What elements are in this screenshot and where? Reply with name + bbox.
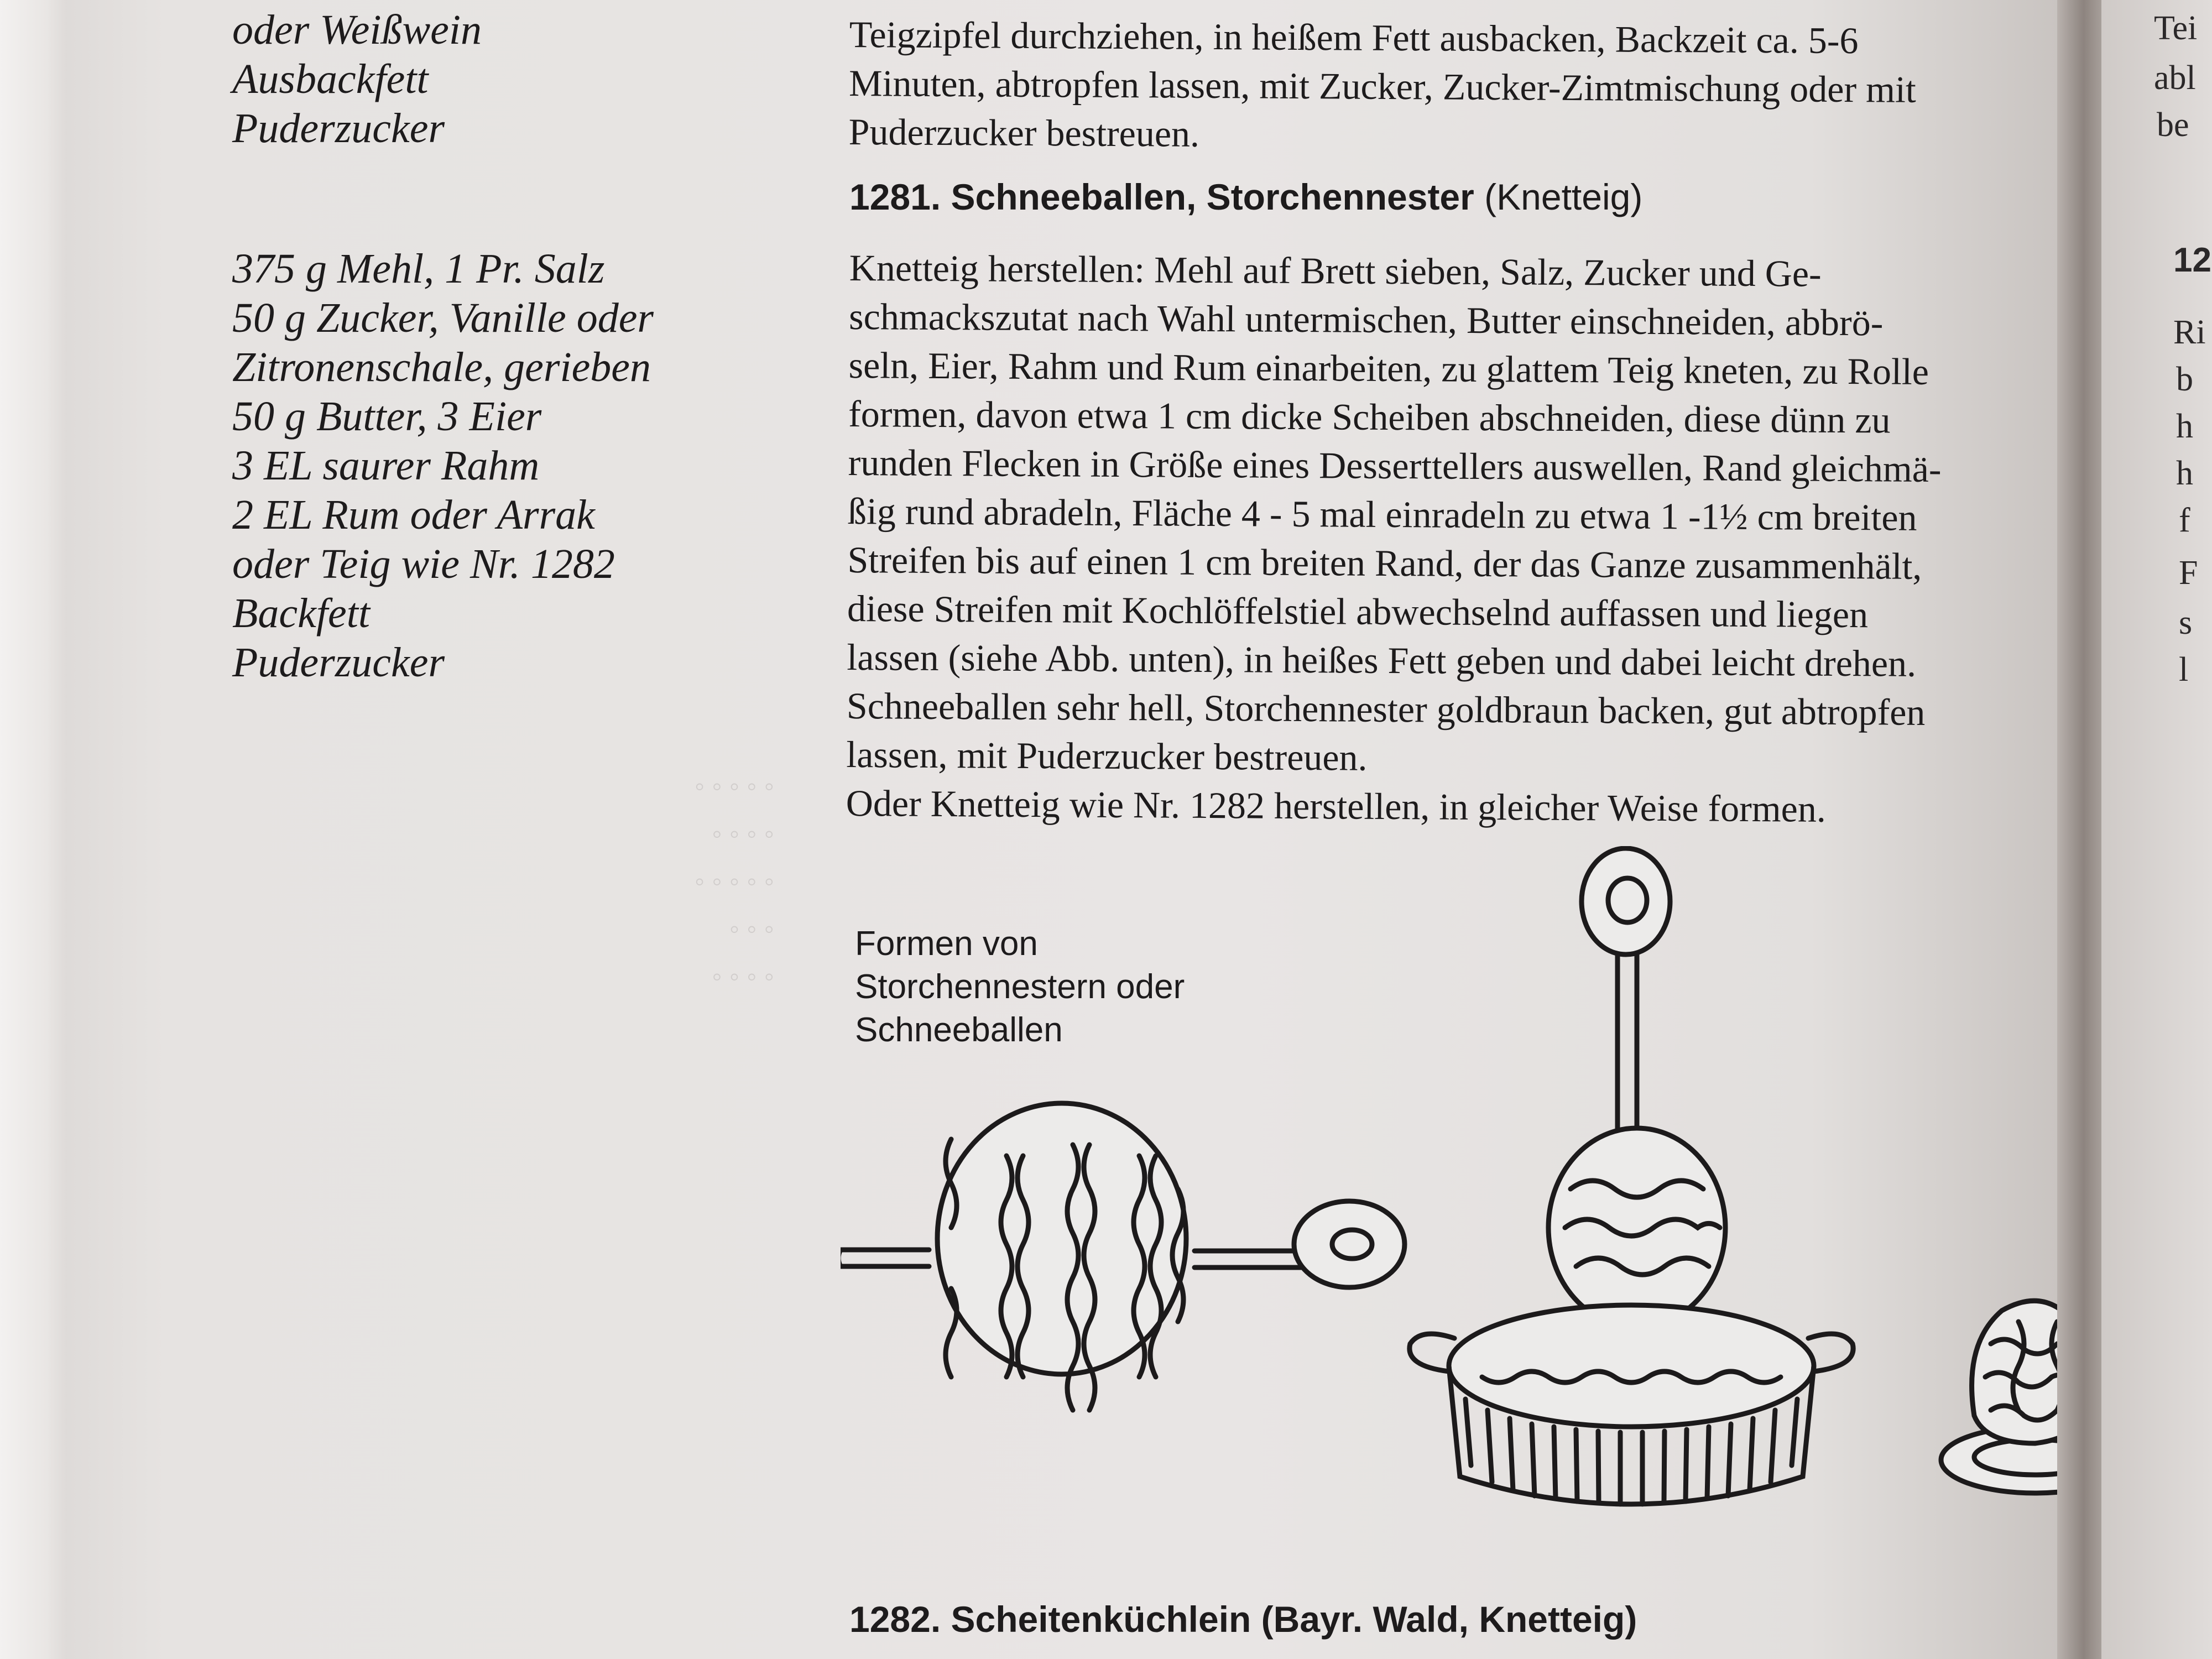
ingredient-line: Zitronenschale, gerieben [232,344,651,390]
fragment-text: b [2176,361,2193,398]
fragment-text: F [2179,554,2198,592]
recipe-1281-heading [849,176,1642,218]
fragment-text: l [2179,651,2189,688]
spoon-over-pot-drawing [1410,848,1853,1504]
previous-recipe-text [848,10,2057,164]
book-spine [2057,0,2101,1659]
ingredient-line: oder Weißwein [232,7,482,53]
fragment-text: h [2176,455,2193,492]
recipe-1281-instructions [846,243,2057,835]
recipe-subtitle: (Knetteig) [1484,176,1643,217]
text-line: Schneeballen sehr hell, Storchennester goldbraun backen, gut abtropfen [846,684,1926,733]
text-line: Minuten, abtropfen lassen, mit Zucker, Zucker-Zimtmischung oder mit [848,61,1917,111]
ingredient-line: Ausbackfett [232,56,429,102]
fragment-text: 12 [2173,241,2211,279]
recipe-title: Scheitenküchlein (Bayr. Wald, Knetteig) [951,1599,1637,1640]
previous-recipe-ingredients [232,6,482,153]
page-edge [0,0,66,1659]
text-line: lassen (siehe Abb. unten), in heißes Fett geben und dabei leicht drehen. [847,635,1917,685]
text-line: diese Streifen mit Kochlöffelstiel abwechselnd auffassen und liegen [847,587,1869,636]
text-line: schmackszutat nach Wahl untermischen, Butter einschneiden, abbrö- [848,295,1884,344]
text-line: Puderzucker bestreuen. [848,110,1200,155]
ingredient-line: 3 EL saurer Rahm [232,442,540,489]
ingredient-line: Puderzucker [232,639,445,686]
text-line: runden Flecken in Größe eines Desserttellers auswellen, Rand gleichmä- [848,441,1942,491]
recipe-number: 1282. [849,1599,941,1640]
facing-page-edge [2101,0,2212,1659]
fragment-text: be [2157,106,2189,144]
text-line: seln, Eier, Rahm und Rum einarbeiten, zu glattem Teig kneten, zu Rolle [848,343,1929,393]
dough-disc-drawing [841,1103,1405,1410]
illustration-caption [855,922,1185,1052]
recipe-1282-heading [849,1598,1637,1640]
ingredient-line: 50 g Butter, 3 Eier [232,393,542,440]
text-line: formen, davon etwa 1 cm dicke Scheiben abschneiden, diese dünn zu [848,392,1891,441]
fragment-text: Ri [2173,314,2206,351]
recipe-title: Schneeballen, Storchennester [951,176,1474,217]
text-line: ßig rund abradeln, Fläche 4 - 5 mal einradeln zu etwa 1 -1½ cm breiten [847,489,1917,539]
fragment-text: Tei [2154,9,2198,47]
fragment-text: s [2179,604,2193,641]
text-line: Streifen bis auf einen 1 cm breiten Rand, der das Ganze zusammenhält, [847,538,1922,587]
recipe-1281-ingredients [232,244,654,687]
fragment-text: f [2179,502,2190,539]
fragment-text: h [2176,408,2193,445]
text-line: Teigzipfel durchziehen, in heißem Fett ausbacken, Backzeit ca. 5-6 [849,13,1859,62]
text-line: Knetteig herstellen: Mehl auf Brett sieben, Salz, Zucker und Ge- [849,246,1822,295]
alternative-line: Oder Knetteig wie Nr. 1282 herstellen, in gleicher Weise formen. [846,781,1827,830]
caption-line: Storchennestern oder [855,968,1185,1006]
ingredient-line: 2 EL Rum oder Arrak [232,492,595,538]
ingredient-line: oder Teig wie Nr. 1282 [232,541,615,587]
ingredient-line: 375 g Mehl, 1 Pr. Salz [232,246,605,292]
caption-line: Schneeballen [855,1011,1063,1049]
text-line: lassen, mit Puderzucker bestreuen. [846,733,1368,779]
ingredient-line: Puderzucker [232,105,445,152]
fragment-text: abl [2154,59,2196,97]
ingredient-line: Backfett [232,590,370,637]
pastry-on-plate-drawing [1941,1301,2057,1493]
caption-line: Formen von [855,925,1038,963]
bleed-through-text: ◦ ◦ ◦ ◦ ◦ ◦ ◦ ◦ ◦ ◦ ◦ ◦ ◦ ◦ ◦ ◦ ◦ ◦ ◦ ◦ ◦ [694,771,774,993]
ingredient-line: 50 g Zucker, Vanille oder [232,295,654,341]
recipe-number: 1281. [849,176,941,217]
